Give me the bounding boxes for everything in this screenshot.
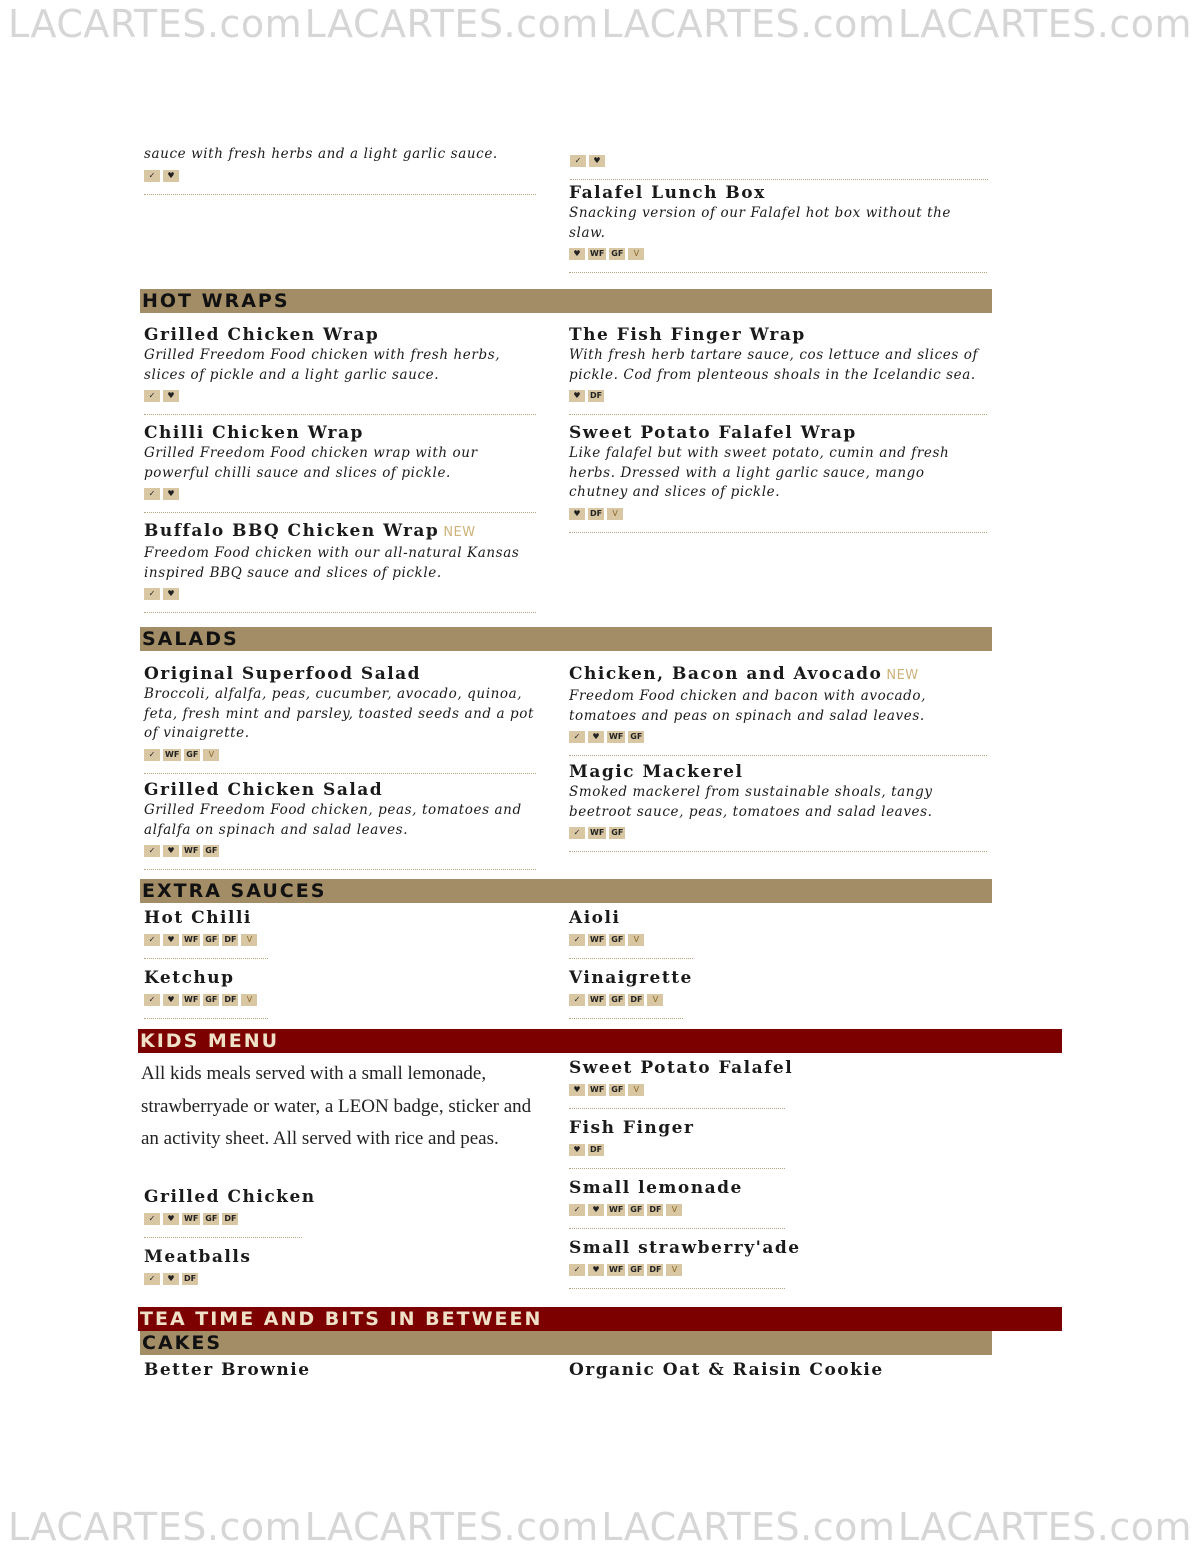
item-description: Freedom Food chicken with our all-natural Kansas inspired BBQ sauce and slices of pickle. [144, 545, 520, 581]
badge-df: DF [590, 1145, 603, 1154]
badge-wf: WF [609, 1205, 624, 1214]
badge-heart-icon: ♥ [163, 588, 179, 600]
section-header-cakes: CAKES [140, 1331, 992, 1355]
badge-v: V [628, 1084, 644, 1096]
menu-item-better-brownie [144, 1359, 536, 1381]
divider [569, 1288, 785, 1289]
badge-heart-icon: ♥ [163, 994, 179, 1006]
item-title: Grilled Chicken Salad [144, 780, 384, 800]
badge-heart-icon: ♥ [569, 508, 585, 520]
badge-healthy-icon: ✓ [569, 731, 585, 743]
menu-item-grilled-chicken-salad [144, 779, 536, 870]
badge-heart-icon: ♥ [588, 731, 604, 743]
menu-item-kids-sweet-potato-falafel [569, 1057, 809, 1109]
divider [144, 869, 536, 870]
dietary-badges [569, 1144, 809, 1156]
divider [144, 958, 268, 959]
badge-healthy-icon: ✓ [144, 934, 160, 946]
badge-healthy-icon: ✓ [144, 994, 160, 1006]
badge-heart-icon: ♥ [569, 390, 585, 402]
item-title: Chilli Chicken Wrap [144, 423, 364, 443]
badge-gf: GF [611, 1085, 624, 1094]
item-title: Falafel Lunch Box [569, 183, 766, 203]
menu-item-hot-chilli [144, 907, 344, 959]
badge-v: V [666, 1264, 682, 1276]
divider [144, 1237, 302, 1238]
divider [569, 755, 987, 756]
badge-gf: GF [205, 935, 218, 944]
divider [144, 194, 536, 195]
dietary-badges [569, 994, 769, 1006]
section-header-tea-time: TEA TIME AND BITS IN BETWEEN [138, 1307, 1062, 1331]
badge-gf: GF [205, 1214, 218, 1223]
menu-item-magic-mackerel [569, 761, 987, 852]
badge-heart-icon: ♥ [569, 1084, 585, 1096]
badge-wf: WF [609, 1265, 624, 1274]
badge-healthy-icon: ✓ [569, 827, 585, 839]
new-label: NEW [443, 525, 476, 540]
item-description: With fresh herb tartare sauce, cos lettuce and slices of pickle. Cod from plenteous shoals in the Icelandic sea. [569, 347, 979, 383]
item-title [144, 520, 536, 544]
item-title: Vinaigrette [569, 968, 693, 988]
item-title: Sweet Potato Falafel [569, 1058, 794, 1078]
badge-gf: GF [611, 828, 624, 837]
dietary-badges [569, 731, 987, 743]
dietary-badges [569, 390, 987, 402]
divider [569, 414, 987, 415]
dietary-badges [569, 508, 987, 520]
dietary-badges [144, 170, 536, 182]
badge-gf: GF [205, 846, 218, 855]
badge-v: V [666, 1204, 682, 1216]
item-description: Smoked mackerel from sustainable shoals, tangy beetroot sauce, peas, tomatoes and salad leaves. [569, 784, 933, 820]
badge-gf: GF [186, 749, 199, 759]
kids-menu-intro: All kids meals served with a small lemonade, strawberryade or water, a LEON badge, sticker and an activity sheet. All served with rice and peas. [141, 1063, 532, 1149]
badge-df: DF [184, 1274, 197, 1283]
badge-gf: GF [611, 995, 624, 1004]
watermark-text: LACARTES.com [304, 1505, 599, 1549]
item-title-text: Buffalo BBQ Chicken Wrap [144, 521, 440, 541]
item-title: Fish Finger [569, 1118, 695, 1138]
badge-heart-icon: ♥ [588, 1204, 604, 1216]
divider [144, 773, 536, 774]
dietary-badges [569, 1264, 809, 1276]
badge-wf: WF [184, 1214, 199, 1223]
section-header-extra-sauces: EXTRA SAUCES [140, 879, 992, 903]
dietary-badges [144, 845, 536, 857]
badge-heart-icon: ♥ [163, 488, 179, 500]
badge-wf: WF [590, 995, 605, 1004]
badge-healthy-icon: ✓ [144, 488, 160, 500]
badge-v: V [647, 994, 663, 1006]
badge-v: V [241, 994, 257, 1006]
divider [144, 1018, 268, 1019]
menu-item-ketchup [144, 967, 344, 1019]
divider [569, 1018, 683, 1019]
badge-df: DF [224, 1214, 237, 1223]
item-title: Grilled Chicken Wrap [144, 325, 380, 345]
item-title [569, 663, 987, 687]
menu-item-aioli [569, 907, 769, 959]
badge-v: V [607, 508, 623, 520]
badge-healthy-icon: ✓ [144, 845, 160, 857]
badge-heart-icon: ♥ [163, 845, 179, 857]
divider [570, 179, 988, 180]
badge-heart-icon: ♥ [163, 1273, 179, 1285]
badge-heart-icon: ♥ [588, 1264, 604, 1276]
dietary-badges [144, 588, 536, 600]
item-title: Meatballs [144, 1247, 252, 1267]
item-title: Ketchup [144, 968, 235, 988]
dietary-badges [570, 155, 988, 167]
badge-df: DF [649, 1265, 662, 1274]
badge-v: V [628, 248, 644, 260]
watermark-text: LACARTES.com [601, 1505, 896, 1549]
badge-df: DF [630, 995, 643, 1004]
item-title: Hot Chilli [144, 908, 252, 928]
dietary-badges [144, 390, 536, 402]
badge-wf: WF [590, 1085, 605, 1094]
badge-healthy-icon: ✓ [570, 155, 586, 167]
badge-df: DF [590, 391, 603, 400]
divider [569, 1228, 785, 1229]
divider [569, 532, 987, 533]
partial-item-right [570, 150, 988, 180]
menu-item-falafel-lunch-box [569, 182, 987, 273]
badge-gf: GF [630, 732, 643, 741]
menu-item-kids-grilled-chicken [144, 1186, 364, 1238]
divider [144, 512, 536, 513]
dietary-badges [569, 1204, 809, 1216]
watermark-text: LACARTES.com [8, 1505, 303, 1549]
item-description: Grilled Freedom Food chicken with fresh herbs, slices of pickle and a light garlic sauce. [144, 347, 501, 383]
badge-wf: WF [590, 249, 605, 258]
badge-healthy-icon: ✓ [144, 749, 160, 761]
menu-item-vinaigrette [569, 967, 769, 1019]
dietary-badges [144, 994, 344, 1006]
watermark-top [0, 2, 1200, 58]
badge-healthy-icon: ✓ [144, 588, 160, 600]
watermark-text: LACARTES.com [601, 2, 896, 46]
item-title-text: Chicken, Bacon and Avocado [569, 664, 883, 684]
badge-df: DF [590, 508, 603, 518]
divider [569, 1168, 785, 1169]
menu-item-fish-finger-wrap [569, 324, 987, 415]
badge-wf: WF [165, 749, 180, 759]
item-title: The Fish Finger Wrap [569, 325, 806, 345]
menu-item-grilled-chicken-wrap [144, 324, 536, 415]
divider [569, 851, 987, 852]
divider [144, 612, 536, 613]
item-title: Small strawberry'ade [569, 1238, 801, 1258]
item-description: Grilled Freedom Food chicken wrap with our powerful chilli sauce and slices of pickle. [144, 445, 478, 481]
badge-gf: GF [630, 1265, 643, 1274]
badge-heart-icon: ♥ [589, 155, 605, 167]
item-description: Snacking version of our Falafel hot box without the slaw. [569, 205, 952, 241]
divider [144, 414, 536, 415]
menu-item-oat-raisin-cookie [569, 1359, 987, 1381]
watermark-text: LACARTES.com [897, 2, 1192, 46]
menu-item-kids-small-lemonade [569, 1177, 809, 1229]
badge-wf: WF [184, 935, 199, 944]
dietary-badges [144, 1213, 364, 1225]
menu-item-chilli-chicken-wrap [144, 422, 536, 513]
dietary-badges [569, 1084, 809, 1096]
item-title: Sweet Potato Falafel Wrap [569, 423, 857, 443]
item-title: Magic Mackerel [569, 762, 744, 782]
badge-wf: WF [184, 846, 199, 855]
item-title: Grilled Chicken [144, 1187, 316, 1207]
badge-gf: GF [611, 935, 624, 944]
badge-heart-icon: ♥ [569, 1144, 585, 1156]
item-description: Grilled Freedom Food chicken, peas, tomatoes and alfalfa on spinach and salad leaves. [144, 802, 522, 838]
menu-item-kids-meatballs [144, 1246, 364, 1285]
badge-wf: WF [590, 828, 605, 837]
section-header-kids-menu: KIDS MENU [138, 1029, 1062, 1053]
badge-heart-icon: ♥ [163, 934, 179, 946]
item-title: Small lemonade [569, 1178, 743, 1198]
watermark-text: LACARTES.com [304, 2, 599, 46]
dietary-badges [569, 827, 987, 839]
badge-df: DF [224, 995, 237, 1004]
badge-healthy-icon: ✓ [144, 1213, 160, 1225]
divider [569, 958, 693, 959]
new-label: NEW [886, 668, 919, 683]
item-description: Like falafel but with sweet potato, cumin and fresh herbs. Dressed with a light garlic sauce, mango chutney and slices of pickle. [569, 445, 950, 500]
badge-df: DF [224, 935, 237, 944]
menu-item-kids-fish-finger [569, 1117, 809, 1169]
dietary-badges [569, 248, 987, 260]
badge-gf: GF [205, 995, 218, 1004]
badge-gf: GF [630, 1205, 643, 1214]
menu-item-buffalo-bbq-chicken-wrap [144, 520, 536, 613]
dietary-badges [569, 934, 769, 946]
divider [569, 1108, 785, 1109]
item-description: Freedom Food chicken and bacon with avocado, tomatoes and peas on spinach and salad leaves. [569, 688, 926, 724]
badge-v: V [203, 749, 219, 761]
badge-healthy-icon: ✓ [144, 390, 160, 402]
menu-item-kids-small-strawberryade [569, 1237, 809, 1289]
badge-healthy-icon: ✓ [569, 934, 585, 946]
dietary-badges [144, 749, 536, 761]
dietary-badges [144, 1273, 364, 1285]
badge-heart-icon: ♥ [163, 170, 179, 182]
partial-item-left [144, 145, 536, 195]
item-title: Organic Oat & Raisin Cookie [569, 1360, 884, 1380]
watermark-text: LACARTES.com [8, 2, 303, 46]
badge-df: DF [649, 1205, 662, 1214]
item-description: Broccoli, alfalfa, peas, cucumber, avocado, quinoa, feta, fresh mint and parsley, toasted seeds and a pot of vinaigrette. [144, 686, 535, 741]
dietary-badges [144, 934, 344, 946]
item-title: Aioli [569, 908, 621, 928]
item-title: Original Superfood Salad [144, 664, 422, 684]
badge-v: V [628, 934, 644, 946]
badge-wf: WF [609, 732, 624, 741]
badge-heart-icon: ♥ [569, 248, 585, 260]
watermark-text: LACARTES.com [897, 1505, 1192, 1549]
watermark-bottom [0, 1505, 1200, 1553]
badge-wf: WF [184, 995, 199, 1004]
section-header-salads: SALADS [140, 627, 992, 651]
section-header-hot-wraps: HOT WRAPS [140, 289, 992, 313]
dietary-badges [144, 488, 536, 500]
badge-heart-icon: ♥ [163, 390, 179, 402]
badge-healthy-icon: ✓ [144, 170, 160, 182]
divider [569, 272, 987, 273]
item-description: sauce with fresh herbs and a light garlic sauce. [144, 146, 498, 162]
badge-healthy-icon: ✓ [569, 994, 585, 1006]
badge-healthy-icon: ✓ [569, 1264, 585, 1276]
badge-healthy-icon: ✓ [144, 1273, 160, 1285]
badge-v: V [241, 934, 257, 946]
badge-gf: GF [611, 249, 624, 258]
badge-healthy-icon: ✓ [569, 1204, 585, 1216]
menu-item-chicken-bacon-avocado [569, 663, 987, 756]
menu-item-sweet-potato-falafel-wrap [569, 422, 987, 533]
badge-heart-icon: ♥ [163, 1213, 179, 1225]
badge-wf: WF [590, 935, 605, 944]
item-title: Better Brownie [144, 1360, 311, 1380]
menu-item-original-superfood-salad [144, 663, 536, 774]
